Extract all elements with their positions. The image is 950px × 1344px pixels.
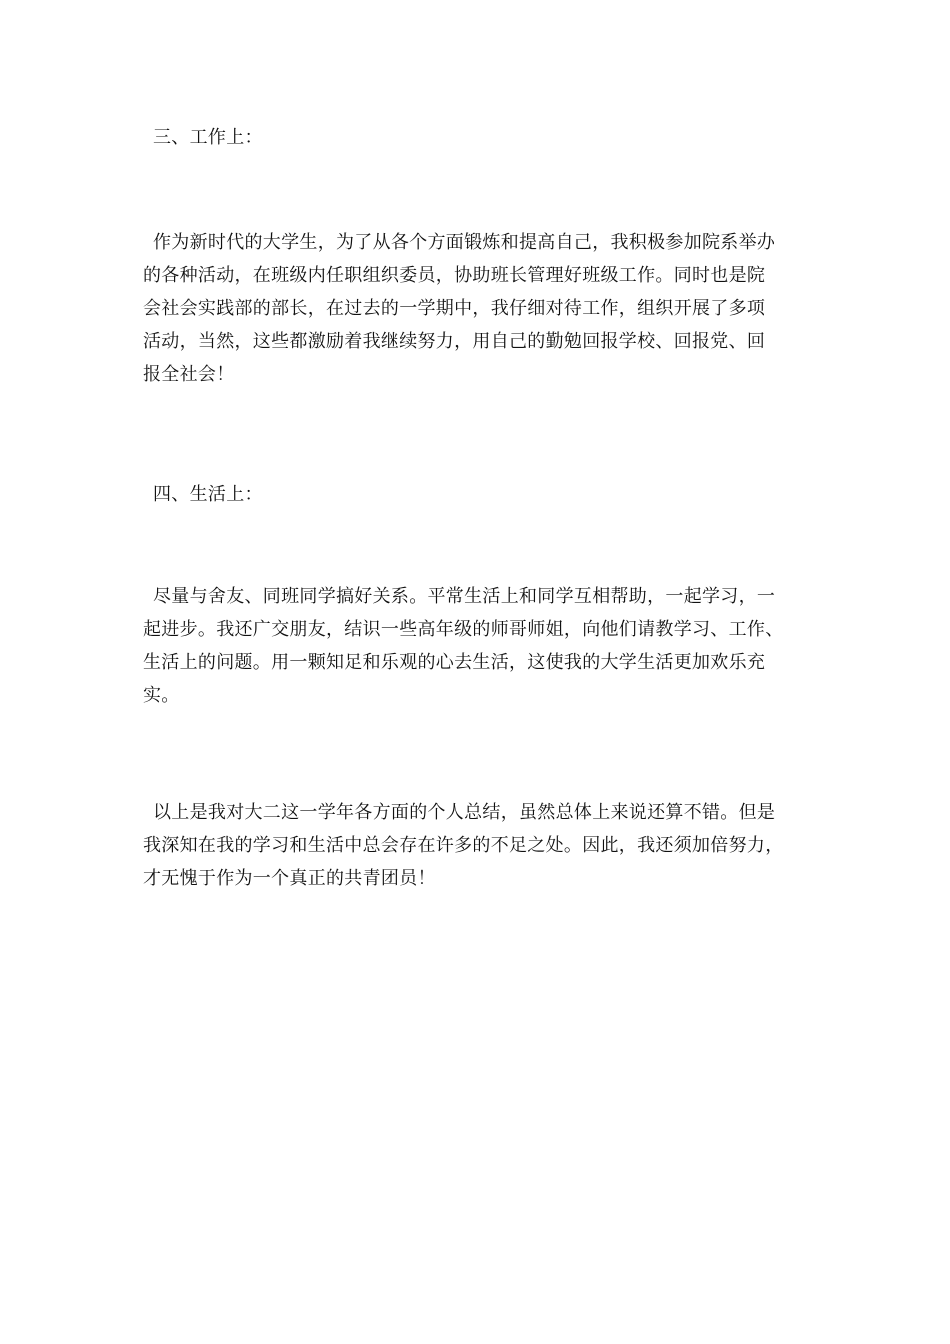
heading-text: 三、工作上： xyxy=(153,127,263,148)
work-paragraph xyxy=(143,226,808,391)
summary-paragraph xyxy=(143,796,808,895)
paragraph-line: 作为新时代的大学生，为了从各个方面锻炼和提高自己，我积极参加院系举办 xyxy=(153,232,776,253)
paragraph-line: 以上是我对大二这一学年各方面的个人总结，虽然总体上来说还算不错。但是 xyxy=(153,802,776,823)
paragraph-line: 才无愧于作为一个真正的共青团员！ xyxy=(143,868,436,889)
paragraph-line: 实。 xyxy=(143,685,180,706)
section-heading-life xyxy=(143,478,808,511)
paragraph-line: 报全社会！ xyxy=(143,364,235,385)
paragraph-line: 起进步。我还广交朋友，结识一些高年级的师哥师姐，向他们请教学习、工作、 xyxy=(143,619,784,640)
paragraph-line: 会社会实践部的部长，在过去的一学期中，我仔细对待工作，组织开展了多项 xyxy=(143,298,766,319)
life-paragraph xyxy=(143,580,808,712)
section-heading-work xyxy=(143,121,808,154)
paragraph-line: 活动，当然，这些都激励着我继续努力，用自己的勤勉回报学校、回报党、回 xyxy=(143,331,766,352)
paragraph-line: 的各种活动，在班级内任职组织委员，协助班长管理好班级工作。同时也是院 xyxy=(143,265,766,286)
paragraph-line: 我深知在我的学习和生活中总会存在许多的不足之处。因此，我还须加倍努力， xyxy=(143,835,784,856)
paragraph-line: 尽量与舍友、同班同学搞好关系。平常生活上和同学互相帮助，一起学习，一 xyxy=(153,586,776,607)
heading-text: 四、生活上： xyxy=(153,484,263,505)
paragraph-line: 生活上的问题。用一颗知足和乐观的心去生活，这使我的大学生活更加欢乐充 xyxy=(143,652,766,673)
